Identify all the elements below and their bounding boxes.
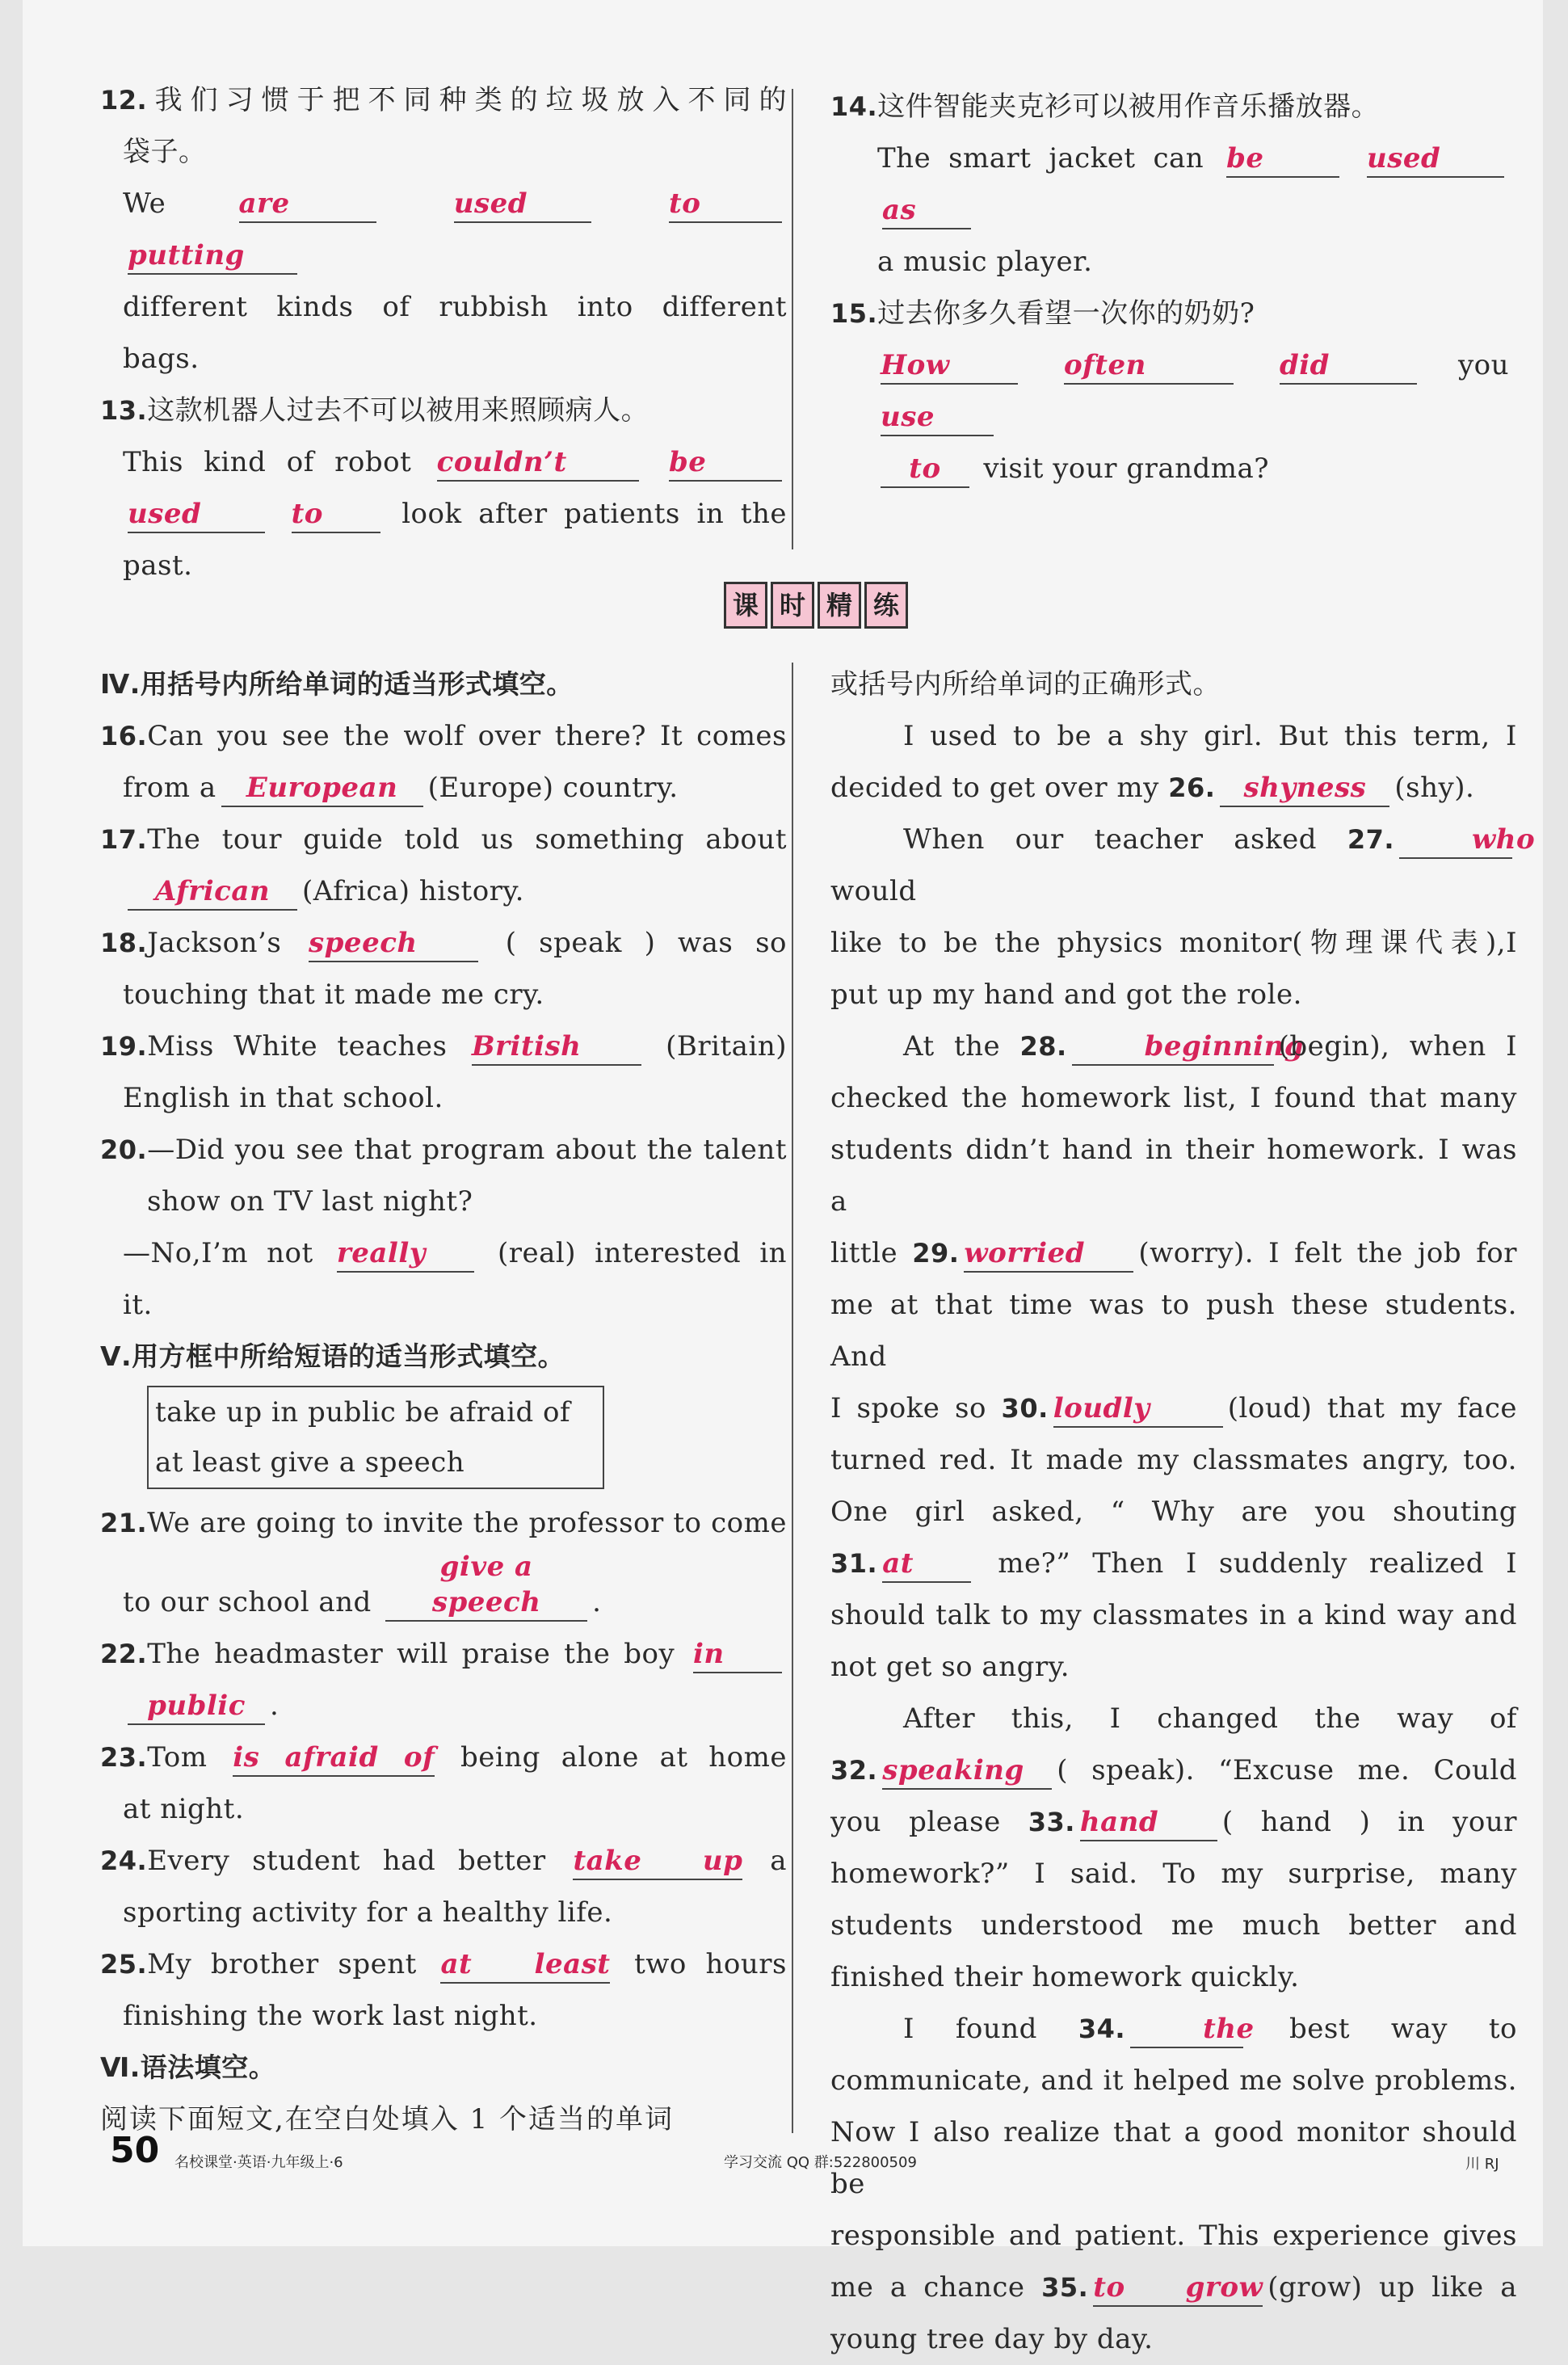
- question-13: 13.这款机器人过去不可以被用来照顾病人。 This kind of robot couldn’t be used to look after patients in the past.: [100, 394, 787, 582]
- top-right-column: [830, 81, 1509, 494]
- answer-blank[interactable]: speech: [309, 925, 478, 962]
- book-title: 名校课堂·英语·九年级上·6: [174, 2154, 343, 2171]
- section-6-instructions: 阅读下面短文,在空白处填入 1 个适当的单词: [100, 2103, 675, 2136]
- answer-blank[interactable]: putting: [128, 238, 297, 275]
- answer-blank[interactable]: British: [472, 1029, 641, 1066]
- answer-blank[interactable]: be: [669, 444, 782, 482]
- question-17: 17.The tour guide told us something about African (Africa) history.: [100, 814, 787, 917]
- question-15: 15.过去你多久看望一次你的奶奶? How often did you use to visit your grandma?: [830, 288, 1509, 494]
- answer-blank[interactable]: are: [239, 186, 376, 223]
- section-6-heading: Ⅵ.语法填空。: [100, 2051, 276, 2083]
- bottom-right-column: 或括号内所给单词的正确形式。 I used to be a shy girl. But this term, I decided to get over my 26. shyness (shy). When our teacher asked 27. who would like to be the physics monitor(物理课代表),I put up my hand and got the role. At the 28. beginning(begin), when I checked the homework list, I found that many students didn’t hand in their homework. I was a little 29. worried (worry). I felt the job for me at that time was to push these students. And I spoke so 30. loudly (loud) that my face turned red. It made my classmates angry, too. One girl asked, “ Why are you shouting 31. at me?” Then I suddenly realized I should talk to my classmates in a kind way and not get so angry. After this, I changed the way of 32. speaking ( speak). “Excuse me. Could you please 33. hand ( hand ) in your homework?” I said. To my surprise, many students understood me much better and finished their homework quickly. I found 34. the best way to communicate, and it helped me solve problems. Now I also realize that a good monitor should be responsible and patient. This experience gives me a chance 35. to grow (grow) up like a young tree day by day.: [830, 668, 1536, 2355]
- qq-group: 学习交流 QQ 群:522800509: [724, 2154, 917, 2171]
- section-title: [724, 582, 908, 629]
- question-22: 22.The headmaster will praise the boy in public .: [100, 1628, 787, 1732]
- answer-blank[interactable]: as: [882, 192, 971, 229]
- answer-blank[interactable]: public: [128, 1688, 265, 1725]
- answer-blank-27[interactable]: who: [1399, 822, 1512, 859]
- answer-blank-26[interactable]: shyness: [1220, 770, 1389, 807]
- answer-blank[interactable]: take up: [573, 1843, 742, 1880]
- answer-blank[interactable]: European: [221, 770, 423, 807]
- answer-blank[interactable]: to: [881, 451, 969, 488]
- answer-blank[interactable]: to: [669, 186, 782, 223]
- page-number: 50: [110, 2130, 160, 2171]
- answer-blank-28[interactable]: beginning: [1072, 1029, 1274, 1066]
- question-24: 24.Every student had better take up a sporting activity for a healthy life.: [100, 1845, 788, 1929]
- phrase-box: take up in public be afraid of at least give a speech: [147, 1386, 604, 1489]
- bottom-left-column: [100, 659, 787, 2145]
- answer-blank[interactable]: used: [454, 186, 591, 223]
- column-divider: [792, 663, 793, 2133]
- answer-blank[interactable]: African: [128, 873, 297, 911]
- question-12: 12.我们习惯于把不同种类的垃圾放入不同的 袋子。 We are used to putting different kinds of rubbish into different bags.: [100, 84, 787, 375]
- answer-blank-33[interactable]: hand: [1080, 1804, 1217, 1841]
- answer-blank[interactable]: to: [292, 496, 380, 533]
- answer-blank[interactable]: be: [1226, 141, 1339, 178]
- answer-blank[interactable]: at least: [440, 1946, 610, 1984]
- answer-blank[interactable]: give a speech: [385, 1549, 587, 1622]
- answer-blank-35[interactable]: to grow: [1093, 2270, 1263, 2307]
- question-25: 25.My brother spent at least two hours finishing the work last night.: [100, 1948, 787, 2032]
- question-18: 18.Jackson’s speech ( speak ) was so touching that it made me cry.: [100, 927, 787, 1011]
- section-5-heading: Ⅴ.用方框中所给短语的适当形式填空。: [100, 1340, 565, 1372]
- answer-blank[interactable]: did: [1280, 347, 1417, 385]
- answer-blank[interactable]: is afraid of: [233, 1740, 435, 1777]
- answer-blank[interactable]: used: [1367, 141, 1504, 178]
- title-char: 精: [818, 582, 861, 629]
- title-char: 练: [864, 582, 908, 629]
- title-char: 时: [771, 582, 814, 629]
- question-14: 14.这件智能夹克衫可以被用作音乐播放器。 The smart jacket can be used as a music player.: [830, 81, 1509, 288]
- question-21: 21.We are going to invite the professor to come to our school and give a speech .: [100, 1497, 787, 1628]
- answer-blank[interactable]: use: [881, 399, 994, 436]
- question-23: 23.Tom is afraid of being alone at home at night.: [100, 1741, 788, 1825]
- column-divider: [792, 89, 793, 549]
- section-4-heading: Ⅳ.用括号内所给单词的适当形式填空。: [100, 668, 574, 700]
- answer-blank-29[interactable]: worried: [964, 1235, 1133, 1273]
- answer-blank-31[interactable]: at: [882, 1546, 971, 1583]
- answer-blank[interactable]: really: [337, 1235, 474, 1273]
- answer-blank-30[interactable]: loudly: [1053, 1391, 1223, 1428]
- answer-blank-32[interactable]: speaking: [882, 1753, 1052, 1790]
- answer-blank[interactable]: How: [881, 347, 1018, 385]
- top-left-column: [100, 74, 787, 591]
- question-16: 16.Can you see the wolf over there? It comes from a European (Europe) country.: [100, 710, 787, 814]
- title-char: 课: [724, 582, 767, 629]
- edition-code: 川 RJ: [1465, 2156, 1499, 2173]
- answer-blank[interactable]: used: [128, 496, 265, 533]
- answer-blank[interactable]: in: [693, 1636, 782, 1673]
- question-20: 20.—Did you see that program about the talent show on TV last night? —No,I’m not really (real) interested in it.: [100, 1134, 787, 1321]
- worksheet-page: [23, 0, 1543, 2355]
- answer-blank[interactable]: couldn’t: [437, 444, 639, 482]
- question-19: 19.Miss White teaches British (Britain) English in that school.: [100, 1030, 787, 1114]
- answer-blank[interactable]: often: [1064, 347, 1234, 385]
- answer-blank-34[interactable]: the: [1130, 2011, 1243, 2048]
